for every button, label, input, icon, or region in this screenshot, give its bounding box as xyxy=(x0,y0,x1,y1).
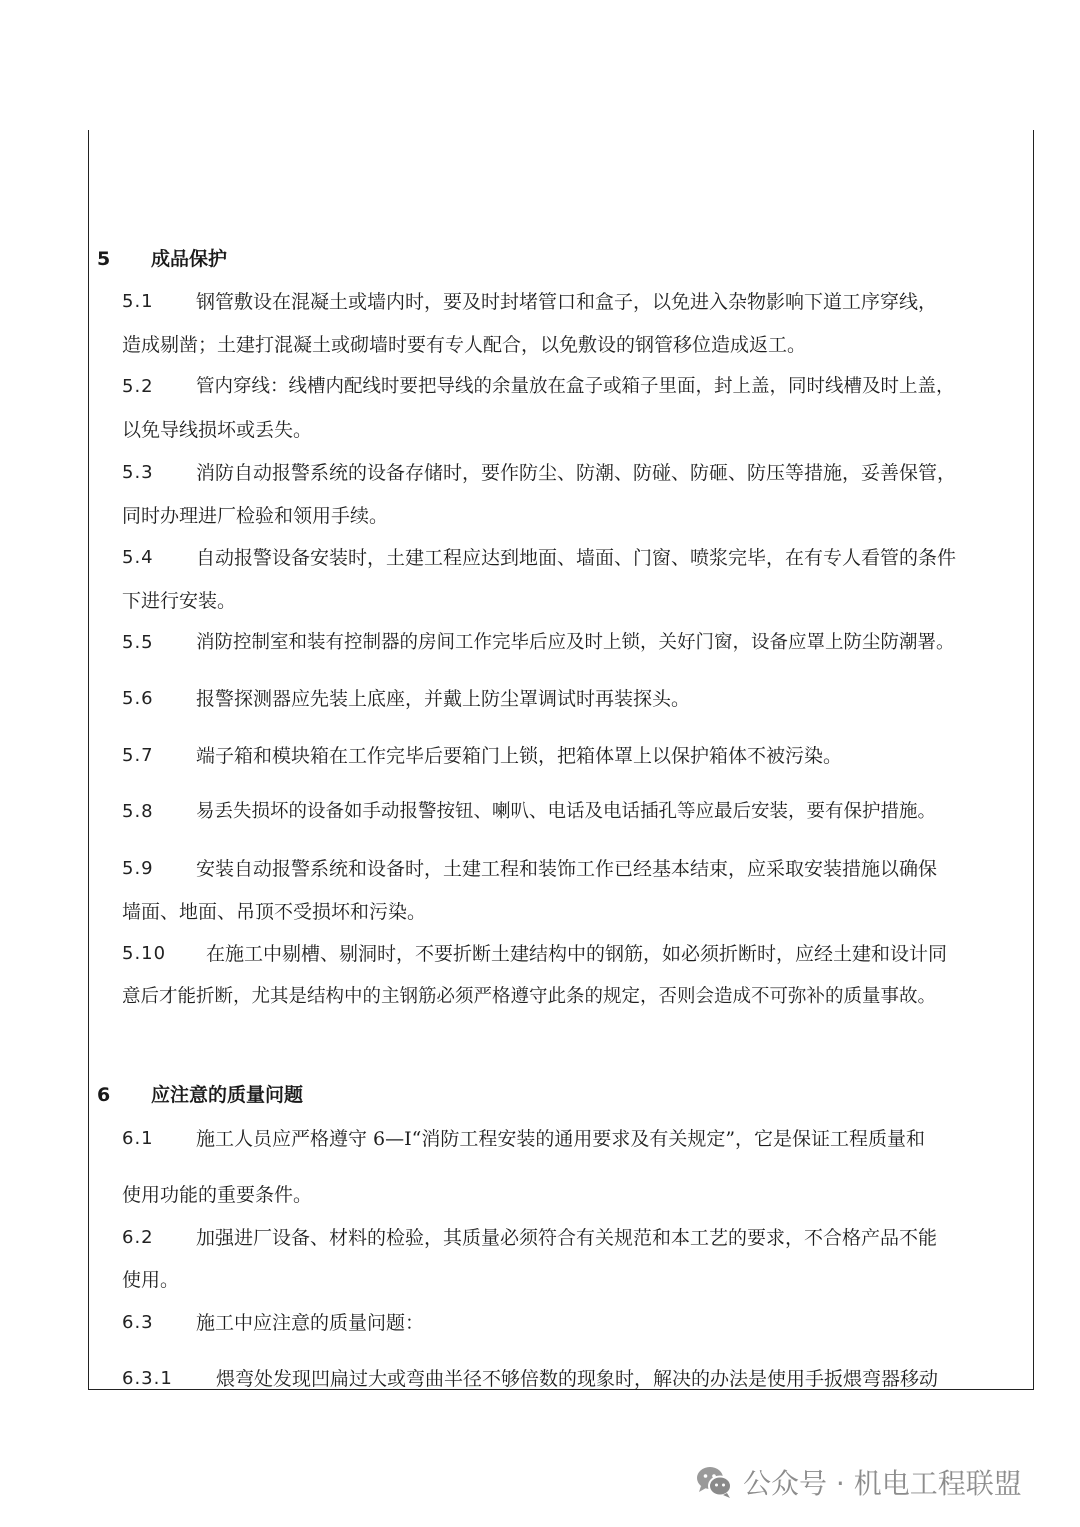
item-6-1-line-2: 使用功能的重要条件。 xyxy=(122,1184,313,1206)
item-5-4-number: 5.4 xyxy=(122,547,154,568)
item-5-3-line-2: 同时办理进厂检验和领用手续。 xyxy=(122,505,389,527)
item-5-9-number: 5.9 xyxy=(122,858,154,879)
item-5-3-number: 5.3 xyxy=(122,462,154,483)
item-5-8-number: 5.8 xyxy=(122,801,154,822)
wechat-icon xyxy=(695,1465,733,1499)
item-6-2-line-2: 使用。 xyxy=(122,1269,180,1291)
item-6-3-line-1: 施工中应注意的质量问题： xyxy=(196,1312,425,1334)
section-6-title: 应注意的质量问题 xyxy=(151,1084,304,1106)
item-5-9-line-1: 安装自动报警系统和设备时，土建工程和装饰工作已经基本结束，应采取安装措施以确保 xyxy=(196,858,938,880)
item-6-1-line-1: 施工人员应严格遵守 6—Ⅰ“消防工程安装的通用要求及有关规定”，它是保证工程质量和 xyxy=(196,1128,926,1150)
section-5-title: 成品保护 xyxy=(151,248,228,270)
watermark-text: 公众号 · 机电工程联盟 xyxy=(743,1467,1022,1500)
item-5-1-number: 5.1 xyxy=(122,291,154,312)
item-5-6-line-1: 报警探测器应先装上底座，并戴上防尘罩调试时再装探头。 xyxy=(196,688,691,710)
item-5-2-line-2: 以免导线损坏或丢失。 xyxy=(122,419,313,441)
item-5-5-line-1: 消防控制室和装有控制器的房间工作完毕后应及时上锁，关好门窗，设备应罩上防尘防潮署。 xyxy=(196,632,955,653)
item-5-5-number: 5.5 xyxy=(122,632,154,653)
item-6-3-number: 6.3 xyxy=(122,1312,154,1333)
item-5-7-line-1: 端子箱和模块箱在工作完毕后要箱门上锁，把箱体罩上以保护箱体不被污染。 xyxy=(196,745,843,767)
item-6-3-1-line-1: 煨弯处发现凹扁过大或弯曲半径不够倍数的现象时，解决的办法是使用手扳煨弯器移动 xyxy=(216,1368,939,1390)
watermark xyxy=(695,1462,1022,1502)
item-5-7-number: 5.7 xyxy=(122,745,154,766)
section-5-number: 5 xyxy=(97,248,111,270)
section-6-number: 6 xyxy=(97,1084,111,1106)
item-5-1-line-1: 钢管敷设在混凝土或墙内时，要及时封堵管口和盒子，以免进入杂物影响下道工序穿线， xyxy=(196,291,938,313)
item-5-4-line-2: 下进行安装。 xyxy=(122,590,237,612)
item-5-9-line-2: 墙面、地面、吊顶不受损坏和污染。 xyxy=(122,901,427,923)
item-6-3-1-number: 6.3.1 xyxy=(122,1368,173,1389)
item-5-10-number: 5.10 xyxy=(122,943,167,964)
item-5-6-number: 5.6 xyxy=(122,688,154,709)
item-6-2-line-1: 加强进厂设备、材料的检验，其质量必须符合有关规范和本工艺的要求，不合格产品不能 xyxy=(196,1227,938,1249)
item-5-10-line-1: 在施工中剔槽、剔洞时，不要折断土建结构中的钢筋，如必须折断时，应经土建和设计同 xyxy=(206,943,948,965)
item-5-4-line-1: 自动报警设备安装时，土建工程应达到地面、墙面、门窗、喷浆完毕，在有专人看管的条件 xyxy=(196,547,957,569)
item-5-1-line-2: 造成剔凿；土建打混凝土或砌墙时要有专人配合，以免敷设的钢管移位造成返工。 xyxy=(122,334,807,356)
item-6-1-number: 6.1 xyxy=(122,1128,154,1149)
item-5-8-line-1: 易丢失损坏的设备如手动报警按钮、喇叭、电话及电话插孔等应最后安装，要有保护措施。 xyxy=(196,801,937,822)
item-5-10-line-2: 意后才能折断，尤其是结构中的主钢筋必须严格遵守此条的规定，否则会造成不可弥补的质量事故。 xyxy=(122,986,937,1007)
item-5-3-line-1: 消防自动报警系统的设备存储时，要作防尘、防潮、防碰、防砸、防压等措施，妥善保管， xyxy=(196,462,957,484)
item-5-2-line-1: 管内穿线：线槽内配线时要把导线的余量放在盒子或箱子里面，封上盖，同时线槽及时上盖， xyxy=(196,376,955,397)
item-6-2-number: 6.2 xyxy=(122,1227,154,1248)
item-5-2-number: 5.2 xyxy=(122,376,154,397)
